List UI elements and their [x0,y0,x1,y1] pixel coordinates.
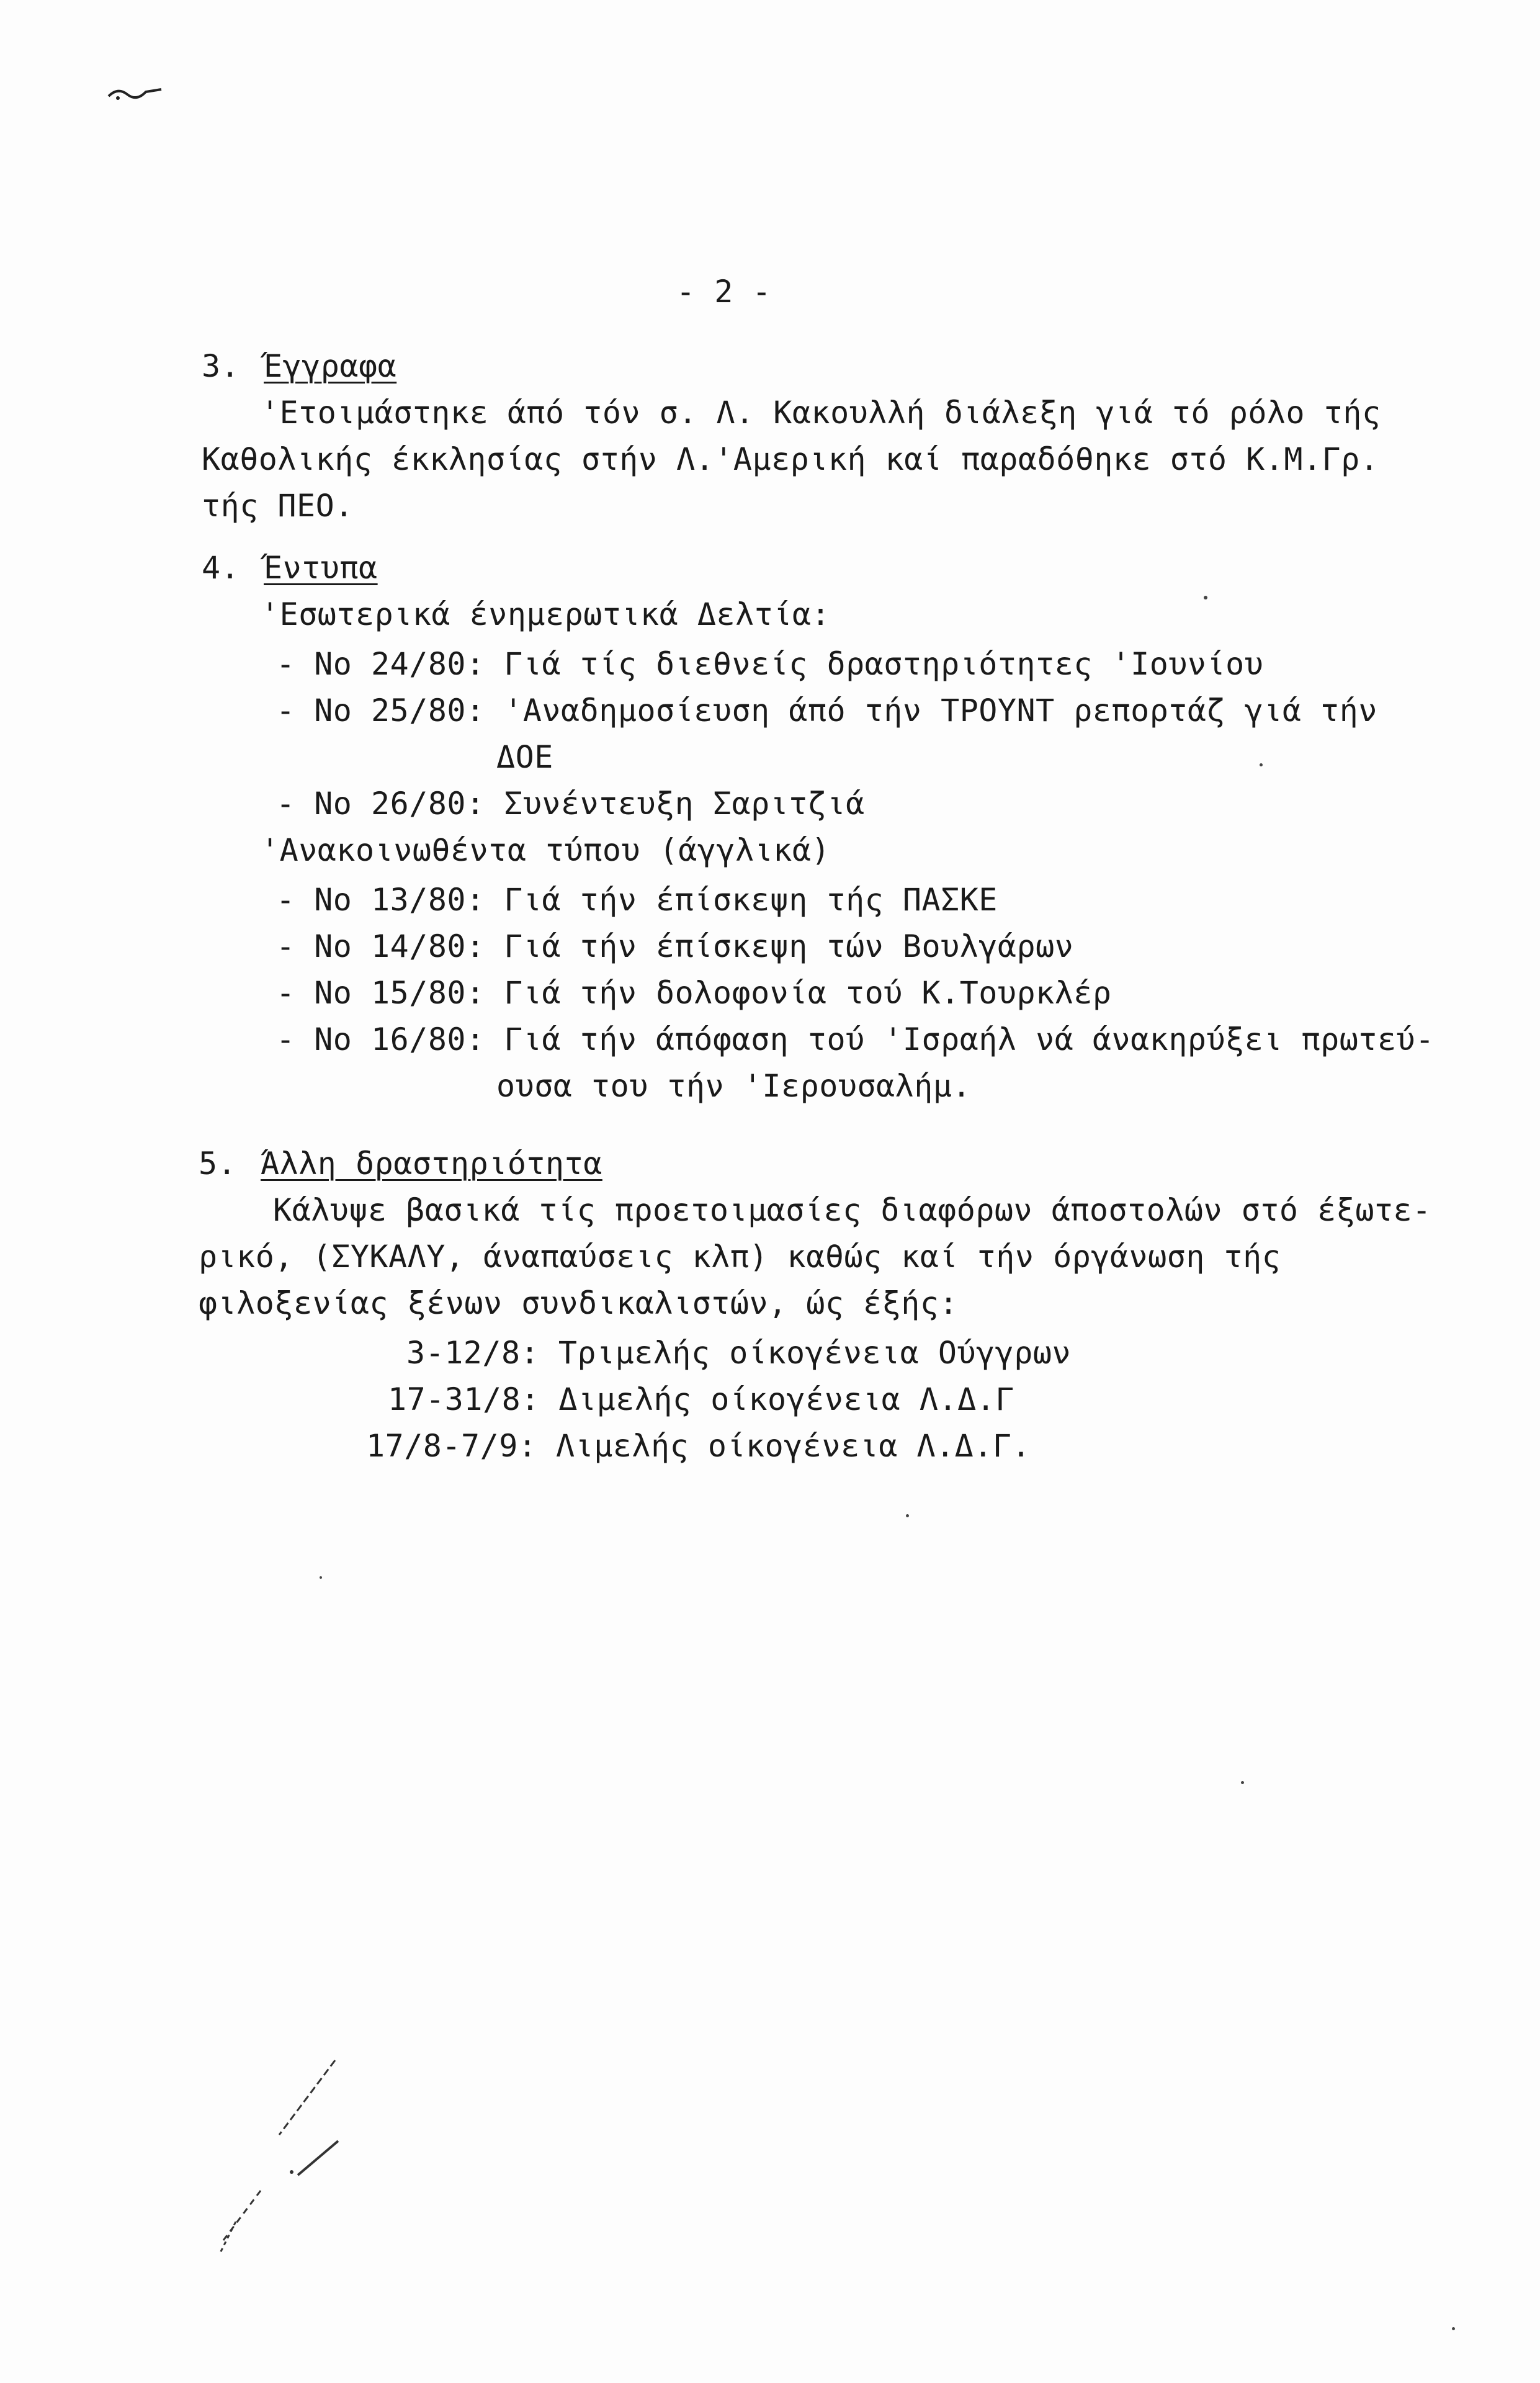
bulletin-item: - Νο 26/80: Συνέντευξη Σαριτζιά [276,786,865,822]
page-number: - 2 - [676,274,772,310]
press-release-item: - Νο 14/80: Γιά τήν έπίσκεψη τών Βουλγάρων [276,928,1074,964]
section-5-title: Άλλη δραστηριότητα [261,1146,602,1182]
section-3-line-1: 'Ετοιμάστηκε άπό τόν σ. Λ. Κακουλλή διάλεξη γιά τό ρόλο τής [261,395,1381,431]
bulletin-item-continuation: ΔΟΕ [496,739,553,775]
section-3-number: 3. [202,348,240,384]
section-4-number: 4. [202,550,240,586]
press-release-item: - Νο 15/80: Γιά τήν δολοφονία τού Κ.Τουρκλέρ [276,975,1112,1011]
section-5-line-1: Κάλυψε βασικά τίς προετοιμασίες διαφόρων άποστολών στό έξωτε- [273,1192,1431,1228]
pen-mark-top [105,81,168,105]
section-5-number: 5. [199,1146,237,1182]
section-5-line-2: ρικό, (ΣΥΚΑΛΥ, άναπαύσεις κλπ) καθώς καί τήν όργάνωση τής [199,1239,1281,1275]
section-5-line-3: φιλοξενίας ξένων συνδικαλιστών, ώς έξής: [199,1285,959,1321]
scan-speck [906,1514,909,1517]
bulletin-item: - Νο 25/80: 'Αναδημοσίευση άπό τήν ΤΡΟΥΝΤ ρεπορτάζ γιά τήν [276,693,1377,729]
section-3-title: Έγγραφα [264,348,397,384]
section-4-title: Έντυπα [264,550,378,586]
bulletin-item: - Νο 24/80: Γιά τίς διεθνείς δραστηριότητες 'Ιουνίου [276,646,1264,682]
scan-speck [320,1576,322,1579]
section-4-subheading-2: 'Ανακοινωθέντα τύπου (άγγλικά) [261,832,831,868]
scan-speck [1260,763,1263,766]
schedule-entry: 3-12/8: Τριμελής οίκογένεια Ούγγρων [406,1335,1072,1371]
section-3-line-2: Καθολικής έκκλησίας στήν Λ.'Αμερική καί παραδόθηκε στό Κ.Μ.Γρ. [202,441,1379,477]
scan-speck [1204,596,1207,599]
pen-mark-bottom [186,2048,372,2271]
scan-speck [1452,2327,1455,2330]
press-release-item: - Νο 16/80: Γιά τήν άπόφαση τού 'Ισραήλ νά άνακηρύξει πρωτεύ- [276,1021,1435,1057]
press-release-item: - Νο 13/80: Γιά τήν έπίσκεψη τής ΠΑΣΚΕ [276,882,998,918]
section-4-subheading-1: 'Εσωτερικά ένημερωτικά Δελτία: [261,596,831,632]
schedule-entry: 17/8-7/9: Λιμελής οίκογένεια Λ.Δ.Γ. [366,1428,1031,1464]
press-release-item-continuation: ουσα του τήν 'Ιερουσαλήμ. [496,1068,972,1104]
scan-speck [1241,1781,1244,1784]
section-3-line-3: τής ΠΕΟ. [202,488,354,524]
schedule-entry: 17-31/8: Διμελής οίκογένεια Λ.Δ.Γ [388,1381,1014,1417]
